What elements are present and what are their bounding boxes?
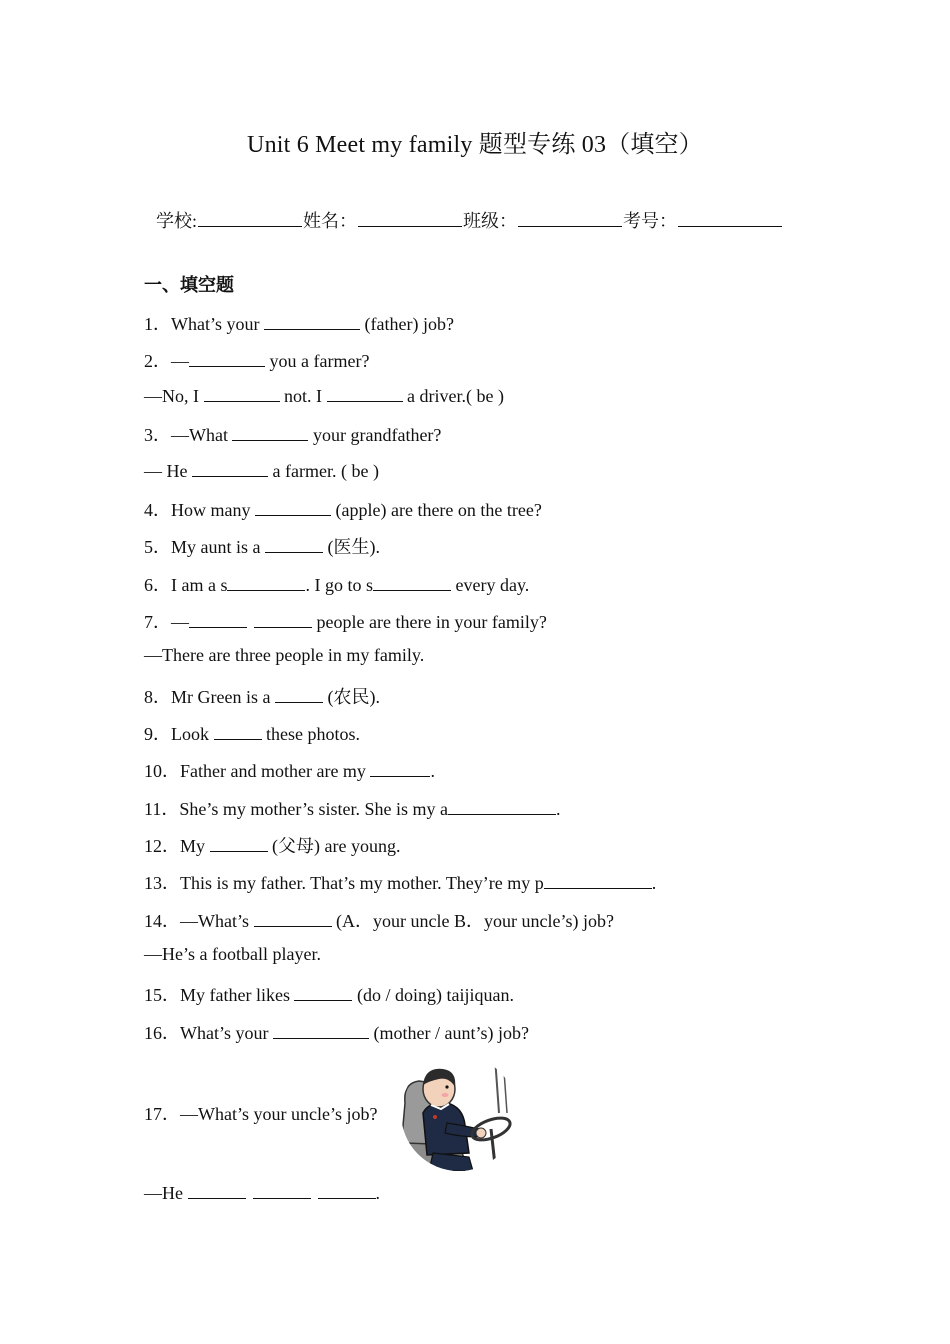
q7-text: 7．— <box>144 612 189 632</box>
answer-blank[interactable] <box>255 498 331 516</box>
number-blank[interactable] <box>678 210 782 227</box>
class-blank[interactable] <box>518 210 622 227</box>
question-2-answer <box>144 384 504 407</box>
student-info-row <box>156 207 783 233</box>
answer-blank[interactable] <box>189 349 265 367</box>
question-3 <box>144 421 441 447</box>
q11-text-end: . <box>556 799 561 819</box>
question-17-answer <box>144 1181 380 1204</box>
answer-blank[interactable] <box>189 610 247 628</box>
q8-text-end: (农民). <box>322 687 380 707</box>
q15-text: 15．My father likes <box>144 985 295 1005</box>
answer-blank[interactable] <box>327 384 403 402</box>
q6-text-end: every day. <box>450 575 530 595</box>
question-2 <box>144 347 369 373</box>
question-8 <box>144 683 380 709</box>
answer-blank[interactable] <box>544 871 652 889</box>
answer-blank[interactable] <box>273 1021 369 1039</box>
answer-blank[interactable] <box>232 423 308 441</box>
answer-blank[interactable] <box>448 797 556 815</box>
q4-text: 4．How many <box>144 500 255 520</box>
q11-text: 11．She’s my mother’s sister. She is my a <box>144 799 448 819</box>
question-4 <box>144 496 542 522</box>
question-12 <box>144 832 400 858</box>
q2b-text: —No, I <box>144 386 204 406</box>
answer-blank[interactable] <box>370 759 430 777</box>
q9-text-end: these photos. <box>261 724 360 744</box>
answer-blank[interactable] <box>210 834 268 852</box>
section-title: 一、填空题 <box>144 275 234 296</box>
answer-blank[interactable] <box>264 312 360 330</box>
school-blank[interactable] <box>198 210 302 227</box>
answer-blank[interactable] <box>188 1181 246 1199</box>
question-3-answer <box>144 459 379 482</box>
q10-text-end: . <box>430 761 435 781</box>
q10-text: 10．Father and mother are my <box>144 761 371 781</box>
q7-text-end: people are there in your family? <box>312 612 547 632</box>
q14-text: 14．—What’s <box>144 911 254 931</box>
q3-text: 3．—What <box>144 425 233 445</box>
q2b-text-mid: not. I <box>279 386 327 406</box>
q16-text: 16．What’s your <box>144 1023 273 1043</box>
name-blank[interactable] <box>358 210 462 227</box>
page-title: Unit 6 Meet my family 题型专练 03（填空） <box>247 132 703 158</box>
question-7 <box>144 608 547 634</box>
q17-text: 17．—What’s your uncle’s job? <box>144 1104 378 1124</box>
answer-blank[interactable] <box>265 535 323 553</box>
q17b-text-end: . <box>375 1183 380 1203</box>
q6-text: 6．I am a s <box>144 575 228 595</box>
question-9 <box>144 720 360 746</box>
q14-text-end: (A．your uncle B．your uncle’s) job? <box>331 911 614 931</box>
school-label: 学校: <box>156 211 198 231</box>
q1-text: 1．What’s your <box>144 314 264 334</box>
question-17 <box>144 1100 377 1126</box>
question-10 <box>144 757 435 783</box>
question-1 <box>144 310 454 336</box>
answer-blank[interactable] <box>373 573 451 591</box>
answer-blank[interactable] <box>227 573 305 591</box>
answer-blank[interactable] <box>253 1181 311 1199</box>
q5-text: 5．My aunt is a <box>144 537 265 557</box>
question-7-answer: —There are three people in my family. <box>144 645 425 665</box>
q5-text-end: (医生). <box>323 537 380 557</box>
bus-driver-illustration <box>399 1053 521 1171</box>
q3-text-end: your grandfather? <box>308 425 442 445</box>
question-15 <box>144 981 514 1007</box>
answer-blank[interactable] <box>192 459 268 477</box>
name-label: 姓名： <box>303 211 358 231</box>
answer-blank[interactable] <box>294 983 352 1001</box>
question-14 <box>144 907 614 933</box>
q12-text: 12．My <box>144 836 210 856</box>
q2-text: 2．— <box>144 351 189 371</box>
question-14-answer: —He’s a football player. <box>144 944 321 964</box>
q9-text: 9．Look <box>144 724 214 744</box>
q16-text-end: (mother / aunt’s) job? <box>368 1023 529 1043</box>
q3b-text: — He <box>144 461 192 481</box>
question-13 <box>144 869 656 895</box>
q1-text-end: (father) job? <box>359 314 454 334</box>
question-5 <box>144 533 380 559</box>
answer-blank[interactable] <box>204 384 280 402</box>
q4-text-end: (apple) are there on the tree? <box>331 500 542 520</box>
q3b-text-end: a farmer. ( be ) <box>268 461 379 481</box>
answer-blank[interactable] <box>254 909 332 927</box>
q15-text-end: (do / doing) taijiquan. <box>352 985 514 1005</box>
q2-text-end: you a farmer? <box>265 351 370 371</box>
q13-text: 13．This is my father. That’s my mother. They’re my p <box>144 873 544 893</box>
answer-blank[interactable] <box>275 685 323 703</box>
q12-text-end: (父母) are young. <box>267 836 401 856</box>
answer-blank[interactable] <box>254 610 312 628</box>
q8-text: 8．Mr Green is a <box>144 687 275 707</box>
question-16 <box>144 1019 529 1045</box>
question-11 <box>144 795 561 821</box>
class-label: 班级： <box>463 211 518 231</box>
q17b-text: —He <box>144 1183 188 1203</box>
number-label: 考号： <box>623 211 678 231</box>
question-6 <box>144 571 529 597</box>
q2b-text-end: a driver.( be ) <box>402 386 504 406</box>
q13-text-end: . <box>651 873 657 893</box>
q6-text-mid: . I go to s <box>305 575 373 595</box>
answer-blank[interactable] <box>318 1181 376 1199</box>
answer-blank[interactable] <box>214 722 262 740</box>
